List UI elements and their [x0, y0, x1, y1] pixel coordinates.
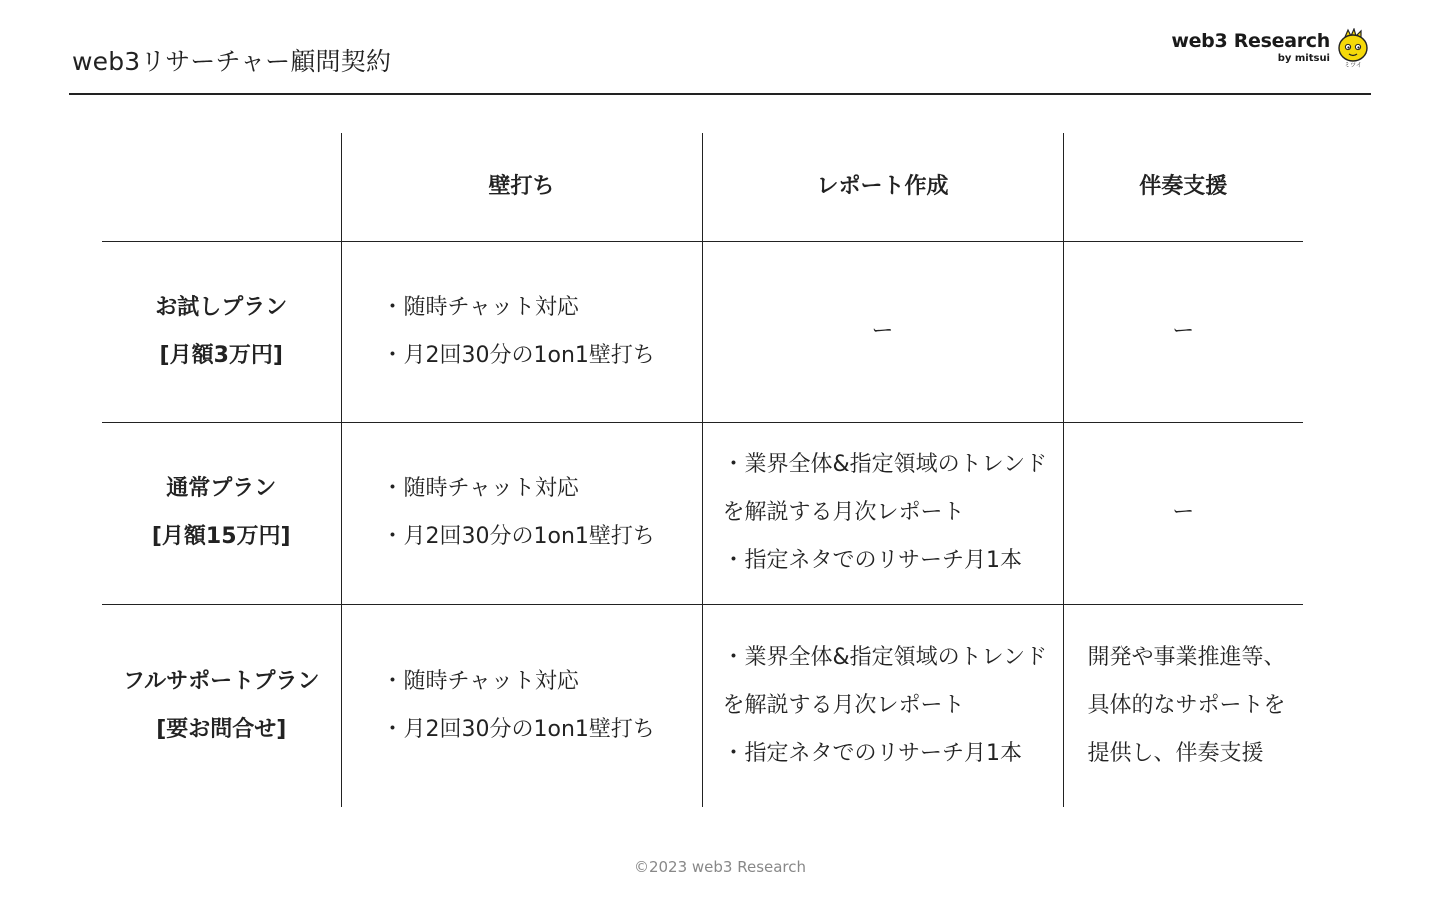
plan-cell-standard	[102, 422, 341, 604]
header-divider	[69, 93, 1371, 95]
table-row	[102, 422, 1303, 604]
list-item: ・月2回30分の1on1壁打ち	[381, 342, 655, 368]
header-empty-cell	[102, 133, 341, 241]
table-row	[102, 241, 1303, 422]
table-header-row	[102, 133, 1303, 241]
list-item: ・随時チャット対応	[381, 294, 579, 320]
list-item: ・業界全体&指定領域のトレンドを解説する月次レポート	[722, 644, 1048, 718]
report-cell	[702, 422, 1063, 604]
logo-text	[1171, 32, 1330, 64]
yellow-mascot-icon	[1336, 28, 1370, 68]
report-cell: ー	[702, 241, 1063, 422]
brand-logo	[1171, 28, 1370, 68]
plan-name: お試しプラン	[155, 294, 288, 320]
list-item: ・随時チャット対応	[381, 668, 579, 694]
report-cell	[702, 604, 1063, 807]
plan-name: フルサポートプラン	[123, 668, 320, 694]
column-header-report: レポート作成	[702, 133, 1063, 241]
support-cell: 開発や事業推進等、具体的なサポートを提供し、伴奏支援	[1063, 604, 1303, 807]
list-item: ・月2回30分の1on1壁打ち	[381, 716, 655, 742]
table-row	[102, 604, 1303, 807]
list-item: ・月2回30分の1on1壁打ち	[381, 524, 655, 549]
support-cell: ー	[1063, 241, 1303, 422]
column-header-support: 伴奏支援	[1063, 133, 1303, 241]
support-cell: ー	[1063, 422, 1303, 604]
mascot-label: ミツイ	[1344, 62, 1362, 68]
kabeuchi-cell	[341, 604, 702, 807]
page-title: web3リサーチャー顧問契約	[72, 47, 392, 76]
list-item: ・随時チャット対応	[381, 476, 579, 501]
plan-comparison-table	[102, 133, 1303, 807]
kabeuchi-cell	[341, 422, 702, 604]
plan-cell-full	[102, 604, 341, 807]
plan-name: 通常プラン	[166, 476, 277, 501]
plan-price: [月額15万円]	[151, 524, 291, 549]
plan-price: [要お問合せ]	[156, 716, 287, 742]
plan-cell-trial	[102, 241, 341, 422]
plan-price: [月額3万円]	[159, 342, 283, 368]
logo-main-text: web3 Research	[1171, 30, 1330, 52]
logo-sub-text: by mitsui	[1277, 53, 1330, 64]
list-item: ・指定ネタでのリサーチ月1本	[722, 548, 1023, 573]
kabeuchi-cell	[341, 241, 702, 422]
list-item: ・業界全体&指定領域のトレンドを解説する月次レポート	[722, 452, 1048, 525]
column-header-kabeuchi: 壁打ち	[341, 133, 702, 241]
copyright-footer: ©2023 web3 Research	[633, 858, 807, 876]
list-item: ・指定ネタでのリサーチ月1本	[722, 740, 1023, 766]
